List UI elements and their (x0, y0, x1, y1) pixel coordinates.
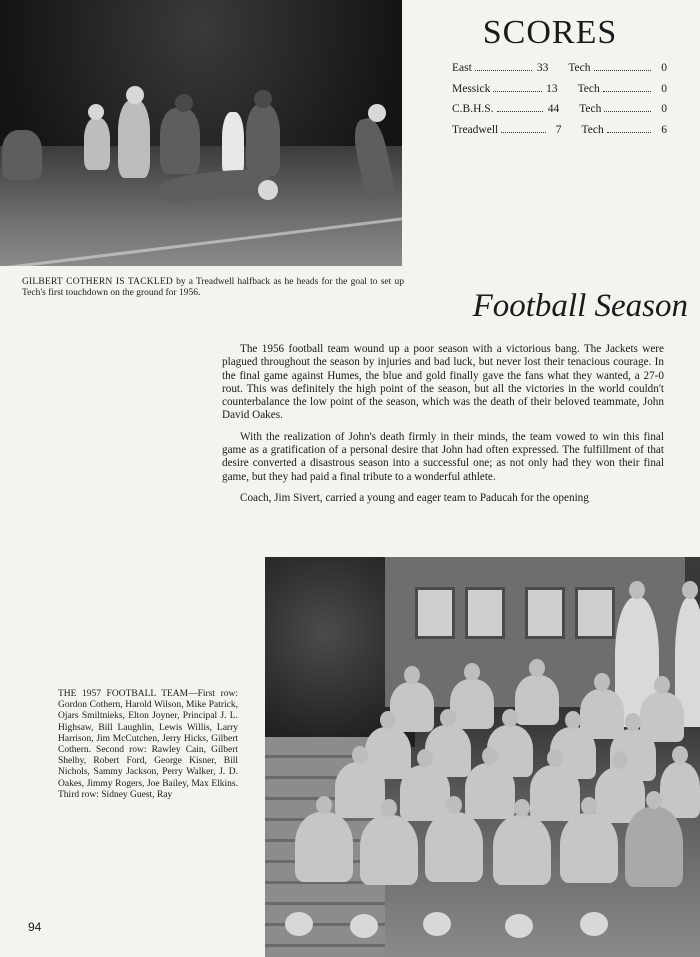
leader-dots (475, 70, 533, 71)
leader-dots (607, 132, 651, 133)
page-number: 94 (28, 920, 42, 934)
article-body (222, 343, 664, 513)
player-figure (560, 813, 618, 883)
building-window (525, 587, 565, 639)
opponent-score: 33 (536, 62, 549, 74)
helmet-on-ground (350, 914, 378, 938)
building-window (575, 587, 615, 639)
article-paragraph: Coach, Jim Sivert, carried a young and eager team to Paducah for the opening (240, 491, 589, 504)
player-helmet (258, 180, 278, 200)
scores-heading: SCORES (482, 14, 618, 51)
article-paragraph: With the realization of John's death firmly in their minds, the team vowed to win this final game as a gratification of a personal desire that John had often expressed. The fulfillment of that desire converted a disastrous season into a successful one; as not only had they won their final game, but they had paid a final tribute to a wonderful athlete. (222, 430, 664, 483)
score-row (452, 62, 667, 83)
school-name: Tech (581, 123, 604, 136)
caption-text: by a Treadwell halfback as he heads for the goal to set up Tech's first touchdown on the ground for 1956. (22, 277, 404, 298)
game-action-photo (0, 0, 402, 266)
player-figure (450, 679, 494, 729)
opponent-name: Messick (452, 82, 491, 95)
school-name: Tech (568, 62, 591, 74)
score-row (452, 124, 667, 145)
school-score: 6 (661, 123, 667, 136)
school-score: 0 (661, 62, 667, 74)
helmet-on-ground (505, 914, 533, 938)
player-helmet (175, 94, 193, 112)
school-score: 0 (661, 82, 667, 95)
player-helmet (88, 104, 104, 120)
leader-dots (594, 70, 652, 71)
football-field (0, 146, 402, 266)
referee-figure (222, 112, 244, 176)
helmet-on-ground (580, 912, 608, 936)
leader-dots (501, 132, 545, 133)
action-photo-caption (22, 277, 404, 299)
player-helmet (126, 86, 144, 104)
leader-dots (604, 111, 651, 112)
player-figure (390, 682, 434, 732)
score-row (452, 103, 667, 124)
building-window (465, 587, 505, 639)
player-figure (425, 812, 483, 882)
player-figure (2, 130, 42, 180)
player-figure (515, 675, 559, 725)
leader-dots (493, 91, 541, 92)
opponent-score: 7 (555, 123, 562, 136)
school-name: Tech (579, 103, 602, 115)
score-row (452, 83, 667, 104)
player-figure (118, 100, 150, 178)
player-figure (246, 104, 280, 176)
school-score: 0 (661, 103, 668, 115)
caption-lead: GILBERT COTHERN IS TACKLED (22, 277, 173, 287)
player-figure (335, 762, 385, 818)
school-name: Tech (577, 82, 600, 95)
player-figure (493, 815, 551, 885)
leader-dots (497, 111, 544, 112)
player-helmet (254, 90, 272, 108)
team-photo (265, 557, 700, 957)
player-figure (530, 765, 580, 821)
player-figure (84, 118, 110, 170)
team-photo-caption: THE 1957 FOOTBALL TEAM—First row: Gordon Cothern, Harold Wilson, Mike Patrick, Ojars Smiltnieks, Elton Joyner, Principal J. L. Highsaw, Bill Laughlin, Lewis Willis, Larry Harrison, Jim McCutchen, Jerry Hicks, Gilbert Cothern. Second row: Rawley Cain, Gilbert Shelby, Robert Ford, George Kisner, Bill Nichols, Sammy Jackson, Perry Walker, J. D. Oakes, Jimmy Rogers, Joe Bailey, Max Elkins. Third row: Sidney Guest, Ray (58, 689, 238, 800)
opponent-name: East (452, 62, 472, 74)
opponent-score: 13 (546, 82, 558, 95)
player-figure (465, 763, 515, 819)
player-figure (160, 108, 200, 174)
section-title: Football Season (472, 288, 688, 324)
scores-table (452, 62, 667, 144)
helmet-on-ground (285, 912, 313, 936)
building-window (415, 587, 455, 639)
principal-figure (625, 807, 683, 887)
player-figure (360, 815, 418, 885)
article-paragraph: The 1956 football team wound up a poor season with a victorious bang. The Jackets were plagued throughout the season by injuries and bad luck, but never lost their tenacious courage. In the final game against Humes, the blue and gold finally gave the fans what they wanted, a 27-0 rout. This was definitely the high point of the season, but all the victories in the world couldn't counterbalance the low point of the season, which was the death of their beloved teammate, John David Oakes. (222, 343, 664, 422)
player-figure (295, 812, 353, 882)
opponent-name: C.B.H.S. (452, 103, 494, 115)
player-helmet (368, 104, 386, 122)
opponent-name: Treadwell (452, 123, 499, 136)
helmet-on-ground (423, 912, 451, 936)
opponent-score: 44 (547, 103, 560, 115)
leader-dots (603, 91, 651, 92)
